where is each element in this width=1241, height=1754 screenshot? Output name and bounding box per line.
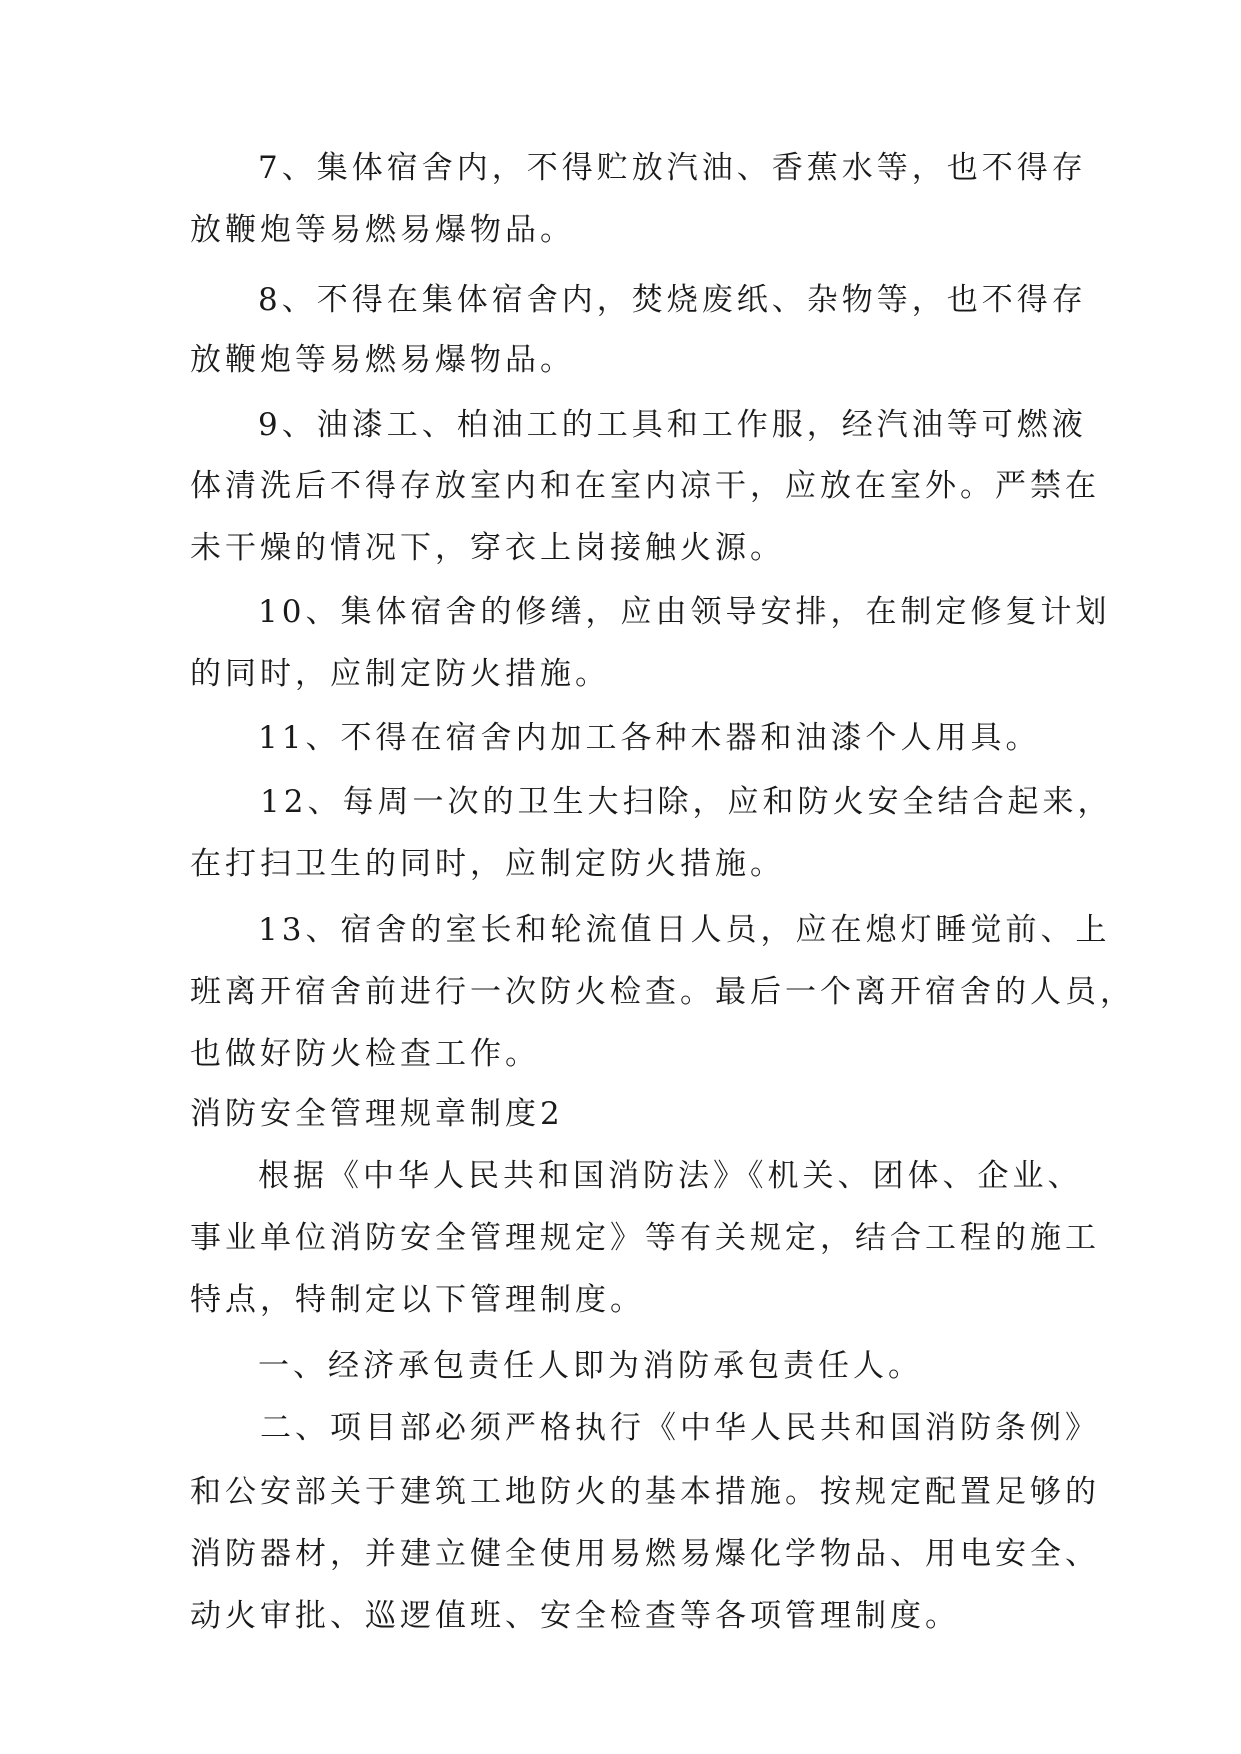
section-heading: 消防安全管理规章制度2 [190,1096,564,1132]
paragraph-8-line-1: 8、不得在集体宿舍内，焚烧废纸、杂物等，也不得存 [258,282,1087,318]
intro-line-1: 根据《中华人民共和国消防法》《机关、团体、企业、 [258,1158,1083,1194]
paragraph-13-line-3: 也做好防火检查工作。 [190,1036,540,1072]
item-2-line-3: 消防器材，并建立健全使用易燃易爆化学物品、用电安全、 [190,1536,1100,1572]
paragraph-10-line-2: 的同时，应制定防火措施。 [190,656,610,692]
paragraph-13-line-2: 班离开宿舍前进行一次防火检查。最后一个离开宿舍的人员， [190,974,1135,1010]
paragraph-12-line-1: 12、每周一次的卫生大扫除，应和防火安全结合起来， [260,784,1113,820]
paragraph-11-line-1: 11、不得在宿舍内加工各种木器和油漆个人用具。 [258,720,1041,756]
paragraph-7-line-2: 放鞭炮等易燃易爆物品。 [190,212,575,248]
paragraph-12-line-2: 在打扫卫生的同时，应制定防火措施。 [190,846,785,882]
item-1-line-1: 一、经济承包责任人即为消防承包责任人。 [258,1348,923,1384]
paragraph-8-line-2: 放鞭炮等易燃易爆物品。 [190,342,575,378]
paragraph-13-line-1: 13、宿舍的室长和轮流值日人员，应在熄灯睡觉前、上 [258,912,1111,948]
paragraph-9-line-3: 未干燥的情况下，穿衣上岗接触火源。 [190,530,785,566]
intro-line-3: 特点，特制定以下管理制度。 [190,1282,645,1318]
paragraph-9-line-2: 体清洗后不得存放室内和在室内凉干，应放在室外。严禁在 [190,468,1100,504]
item-2-line-2: 和公安部关于建筑工地防火的基本措施。按规定配置足够的 [190,1474,1100,1510]
item-2-line-4: 动火审批、巡逻值班、安全检查等各项管理制度。 [190,1598,960,1634]
intro-line-2: 事业单位消防安全管理规定》等有关规定，结合工程的施工 [190,1220,1100,1256]
paragraph-10-line-1: 10、集体宿舍的修缮，应由领导安排，在制定修复计划 [258,594,1111,630]
item-2-line-1: 二、项目部必须严格执行《中华人民共和国消防条例》 [260,1410,1100,1446]
paragraph-7-line-1: 7、集体宿舍内，不得贮放汽油、香蕉水等，也不得存 [258,150,1087,186]
paragraph-9-line-1: 9、油漆工、柏油工的工具和工作服，经汽油等可燃液 [258,407,1087,443]
